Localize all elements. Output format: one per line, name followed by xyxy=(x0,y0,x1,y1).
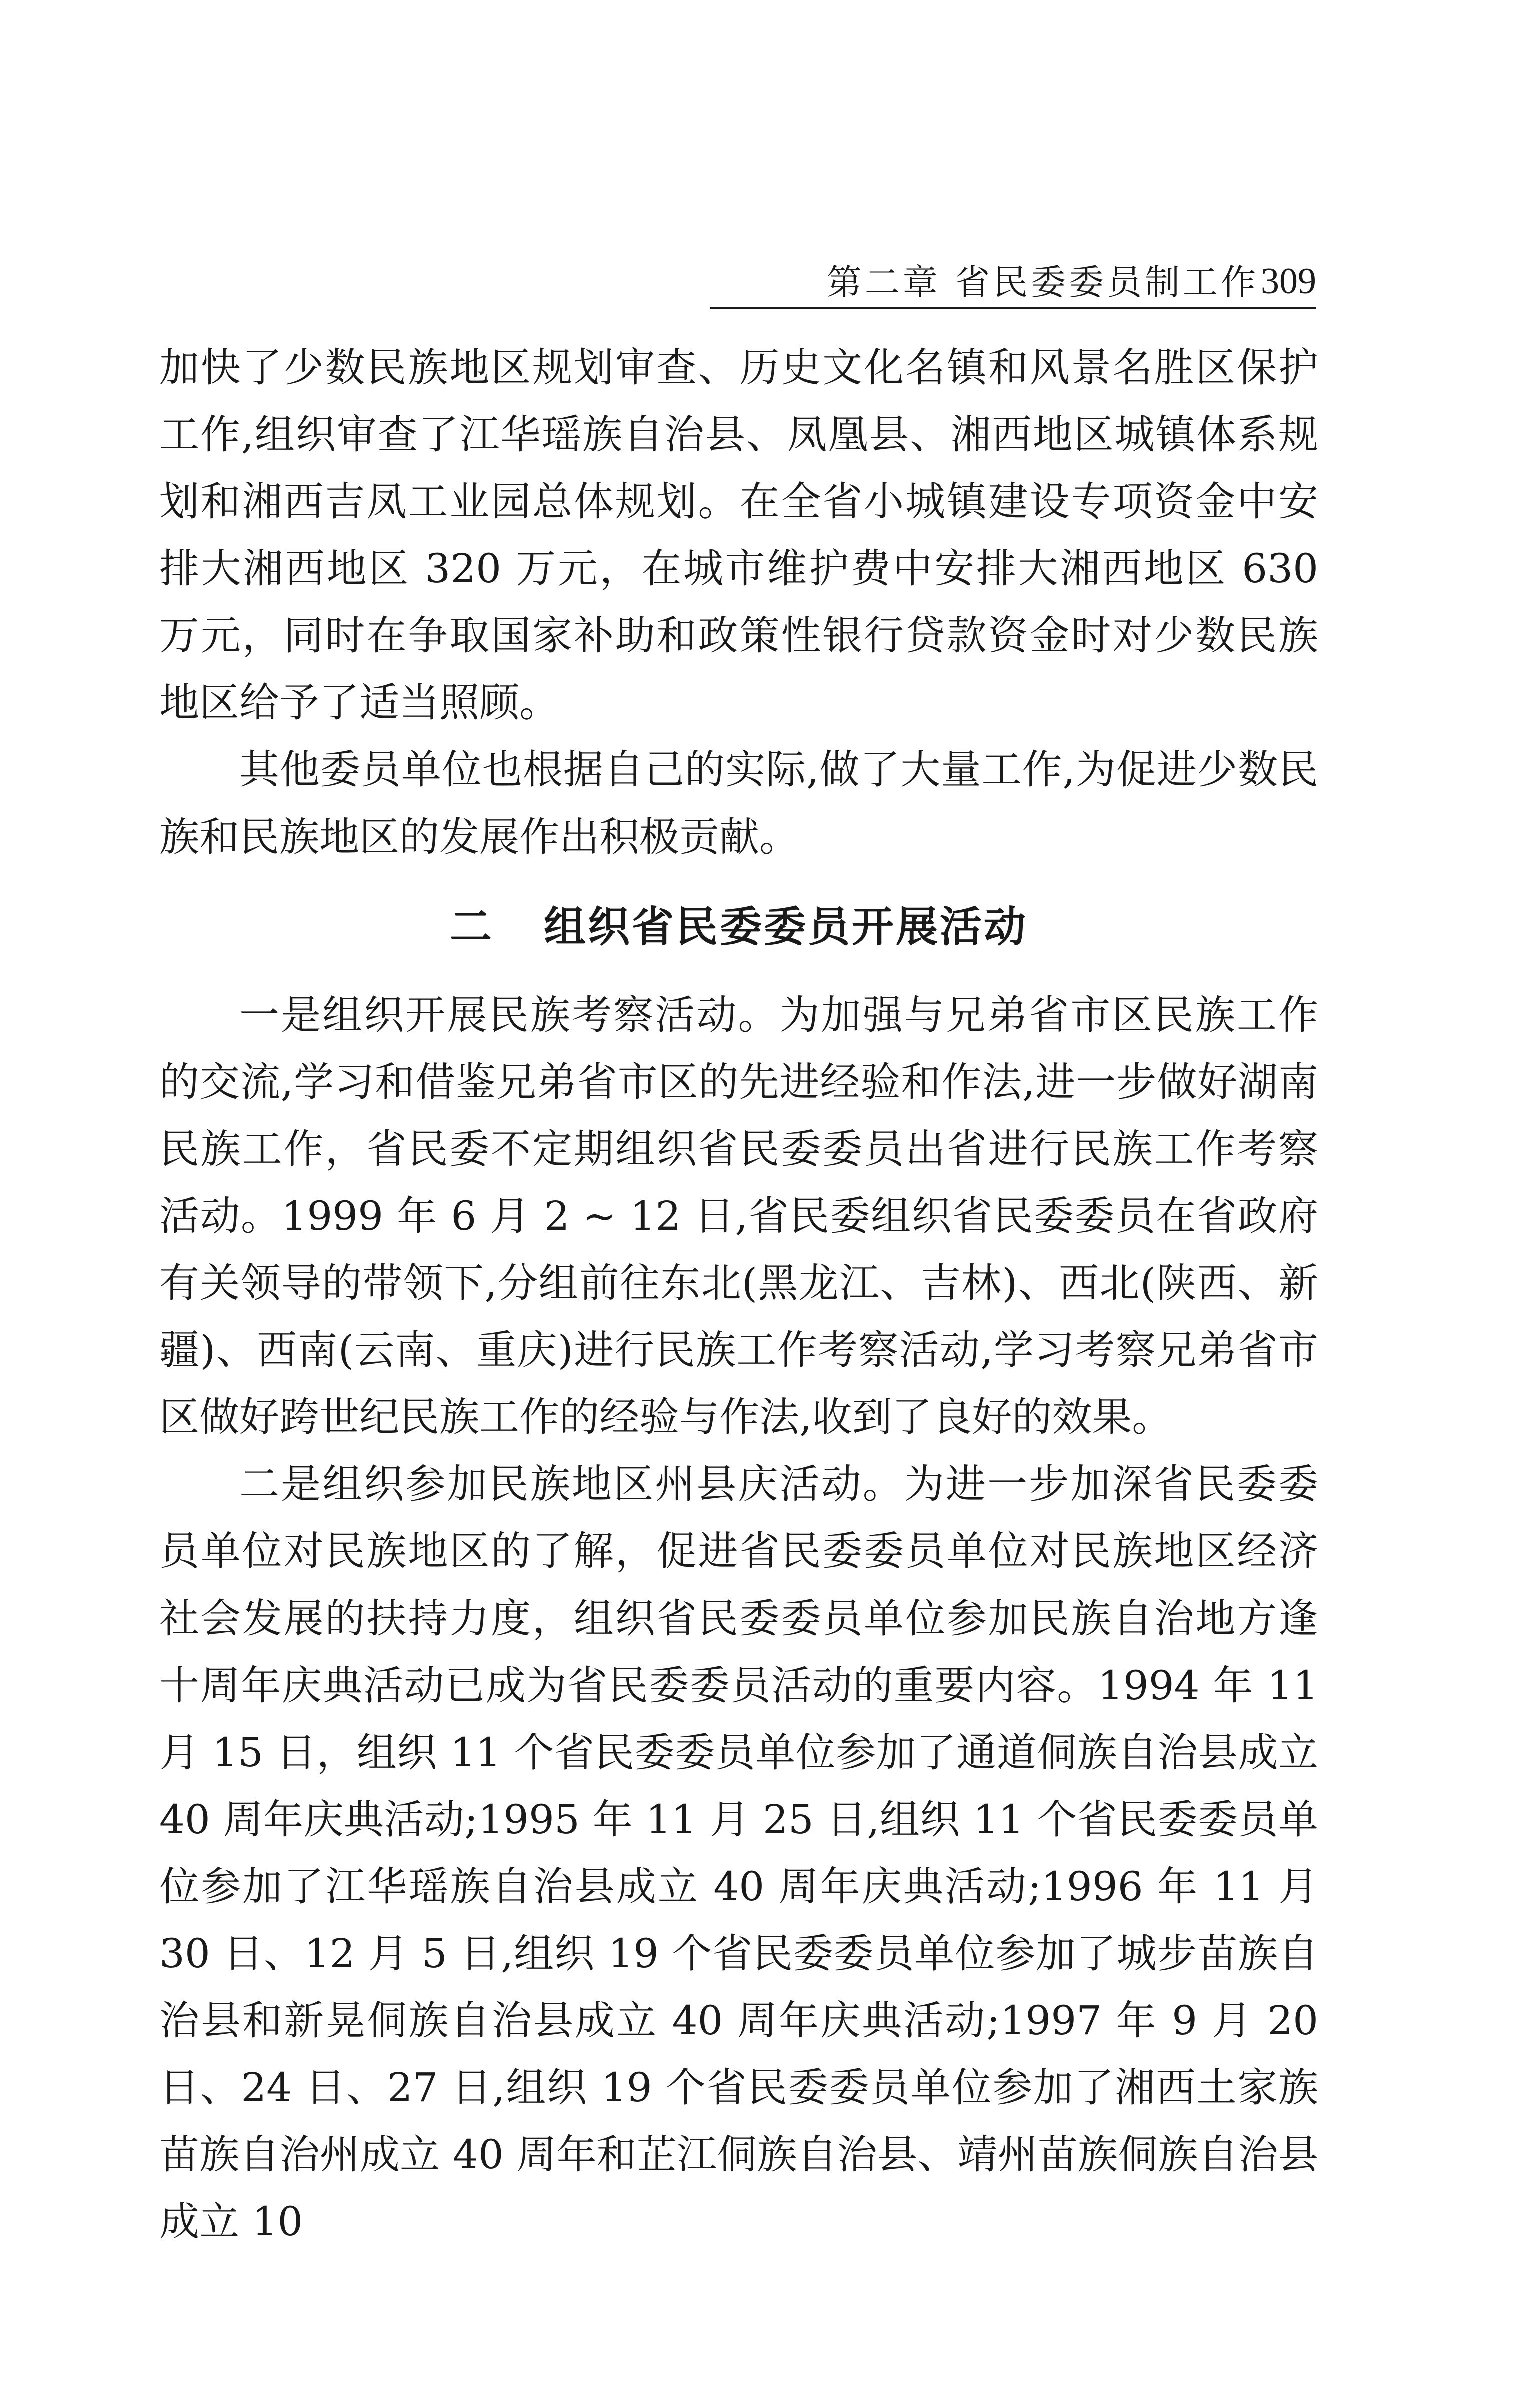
section-title: 组织省民委委员开展活动 xyxy=(544,902,1028,951)
page-number: 309 xyxy=(1261,261,1316,302)
paragraph: 二是组织参加民族地区州县庆活动。为进一步加深省民委委员单位对民族地区的了解，促进省民委委员单位对民族地区经济社会发展的扶持力度，组织省民委委员单位参加民族自治地方逢十周年庆典活动已成为省民委委员活动的重要内容。1994 年 11 月 15 日，组织 11 个省民委委员单位参加了通道侗族自治县成立 40 周年庆典活动;1995 年 11 月 25 日,组织 11 个省民委委员单位参加了江华瑶族自治县成立 40 周年庆典活动;1996 年 11 月 30 日、12 月 5 日,组织 19 个省民委委员单位参加了城步苗族自治县和新晃侗族自治县成立 40 周年庆典活动;1997 年 9 月 20 日、24 日、27 日,组织 19 个省民委委员单位参加了湘西土家族苗族自治州成立 40 周年和芷江侗族自治县、靖州苗族侗族自治县成立 10 xyxy=(159,1461,1318,2245)
paragraph: 其他委员单位也根据自己的实际,做了大量工作,为促进少数民族和民族地区的发展作出积极贡献。 xyxy=(159,746,1318,860)
running-header xyxy=(710,255,1316,309)
section-number: 二 xyxy=(449,902,494,951)
section-heading xyxy=(159,897,1318,957)
paragraph-continued: 加快了少数民族地区规划审查、历史文化名镇和风景名胜区保护工作,组织审查了江华瑶族自治县、凤凰县、湘西地区城镇体系规划和湘西吉凤工业园总体规划。在全省小城镇建设专项资金中安排大湘西地区 320 万元，在城市维护费中安排大湘西地区 630 万元，同时在争取国家补助和政策性银行贷款资金时对少数民族地区给予了适当照顾。 xyxy=(159,344,1318,726)
chapter-title: 第二章 省民委委员制工作 xyxy=(826,262,1259,303)
page-body xyxy=(159,334,1318,2255)
paragraph: 一是组织开展民族考察活动。为加强与兄弟省市区民族工作的交流,学习和借鉴兄弟省市区的先进经验和作法,进一步做好湖南民族工作，省民委不定期组织省民委委员出省进行民族工作考察活动。1999 年 6 月 2 ~ 12 日,省民委组织省民委委员在省政府有关领导的带领下,分组前往东北(黑龙江、吉林)、西北(陕西、新疆)、西南(云南、重庆)进行民族工作考察活动,学习考察兄弟省市区做好跨世纪民族工作的经验与作法,收到了良好的效果。 xyxy=(159,992,1318,1440)
